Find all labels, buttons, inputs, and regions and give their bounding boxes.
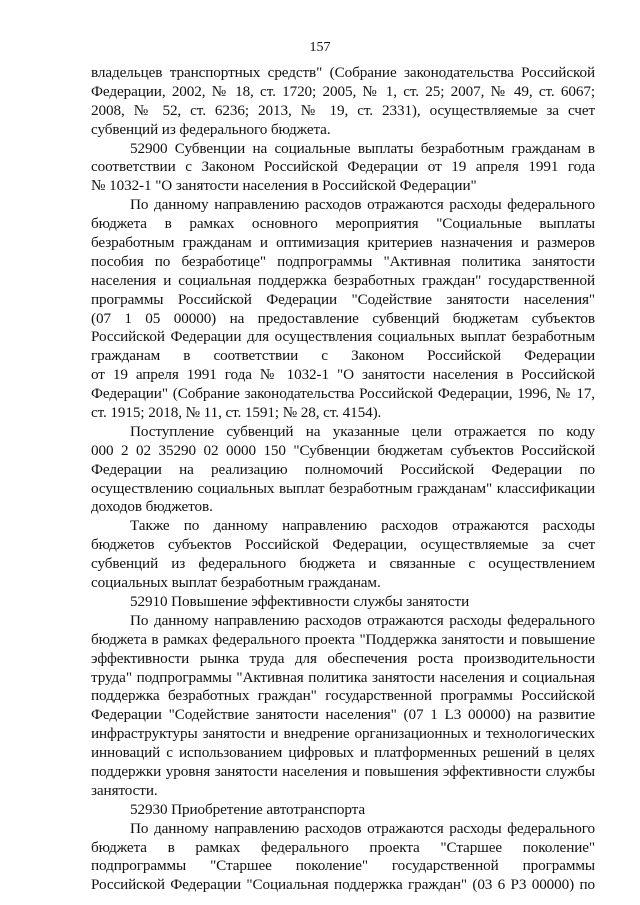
text-line: социальных выплат безработным гражданам. [91,574,381,592]
text-line: пособия по безработице" подпрограммы "Активная политика занятости [91,252,595,270]
text-line: от 19 апреля 1991 года № 1032-1 "О занятости населения в Российской [91,366,595,384]
text-line: доходов бюджетов. [91,498,213,516]
document-body [91,64,595,895]
text-line: Федерации, 2002, № 18, ст. 1720; 2005, № 1, ст. 25; 2007, № 49, ст. 6067; [91,82,595,100]
text-line: программы Российской Федерации "Содействие занятости населения" [91,290,595,308]
text-line: Российской Федерации "Социальная поддержка граждан" (03 6 Р3 00000) по [91,876,595,894]
text-line: (07 1 05 00000) на предоставление субвенций бюджетам субъектов [91,309,595,327]
page-number: 157 [309,40,331,55]
text-line: бюджета в рамках федерального проекта "Поддержка занятости и повышение [91,630,595,648]
text-line: 52900 Субвенции на социальные выплаты безработным гражданам в [130,139,595,157]
text-line: субвенций из федерального бюджета и связанные с осуществлением [91,555,595,573]
text-line: поддержка безработных граждан" государственной программы Российской [91,687,595,705]
text-line: 2008, № 52, ст. 6236; 2013, № 19, ст. 2331), осуществляемые за счет [91,101,595,119]
text-line: поддержки уровня занятости населения и повышения эффективности службы [91,762,595,780]
text-line: соответствии с Законом Российской Федерации от 19 апреля 1991 года [91,158,595,176]
text-line: 52910 Повышение эффективности службы занятости [130,592,470,610]
text-line: По данному направлению расходов отражаются расходы федерального [130,196,595,214]
text-line: безработным гражданам и оптимизация критериев назначения и размеров [91,234,595,252]
text-line: 52930 Приобретение автотранспорта [130,800,366,818]
text-line: инфраструктуры занятости и внедрение организационных и технологических [91,725,595,743]
text-line: Также по данному направлению расходов отражаются расходы [130,517,595,535]
text-line: ст. 1915; 2018, № 11, ст. 1591; № 28, ст. 4154). [91,404,382,422]
text-line: эффективности рынка труда для обеспечения роста производительности [91,649,595,667]
text-line: осуществлению социальных выплат безработным гражданам" классификации [91,479,595,497]
text-line: населения и социальная поддержка безработных граждан" государственной [91,271,595,289]
text-line: бюджетов субъектов Российской Федерации, осуществляемые за счет [91,536,595,554]
text-line: Поступление субвенций на указанные цели отражается по коду [130,422,595,440]
text-line: Федерации" (Собрание законодательства Российской Федерации, 1996, № 17, [91,385,595,403]
text-line: № 1032-1 "О занятости населения в Российской Федерации" [91,177,477,195]
text-line: Российской Федерации для осуществления социальных выплат безработным [91,328,595,346]
text-line: Федерации на реализацию полномочий Российской Федерации по [91,460,595,478]
text-line: 000 2 02 35290 02 0000 150 "Субвенции бюджетам субъектов Российской [91,441,595,459]
text-line: труда" подпрограммы "Активная политика занятости населения и социальная [91,668,595,686]
text-line: владельцев транспортных средств" (Собрание законодательства Российской [91,64,595,81]
text-line: бюджета в рамках федерального проекта "Старшее поколение" [91,838,595,856]
text-line: гражданам в соответствии с Законом Российской Федерации [91,347,595,365]
text-line: бюджета в рамках основного мероприятия "Социальные выплаты [91,215,595,233]
text-line: По данному направлению расходов отражаются расходы федерального [130,611,595,629]
text-line: занятости. [91,781,158,799]
text-line: подпрограммы "Старшее поколение" государственной программы [91,857,595,875]
text-line: субвенций из федерального бюджета. [91,120,331,138]
text-line: По данному направлению расходов отражаются расходы федерального [130,819,595,837]
text-line: Федерации "Содействие занятости населения" (07 1 L3 00000) на развитие [91,706,595,724]
text-line: инноваций с использованием цифровых и платформенных решений в целях [91,744,595,762]
